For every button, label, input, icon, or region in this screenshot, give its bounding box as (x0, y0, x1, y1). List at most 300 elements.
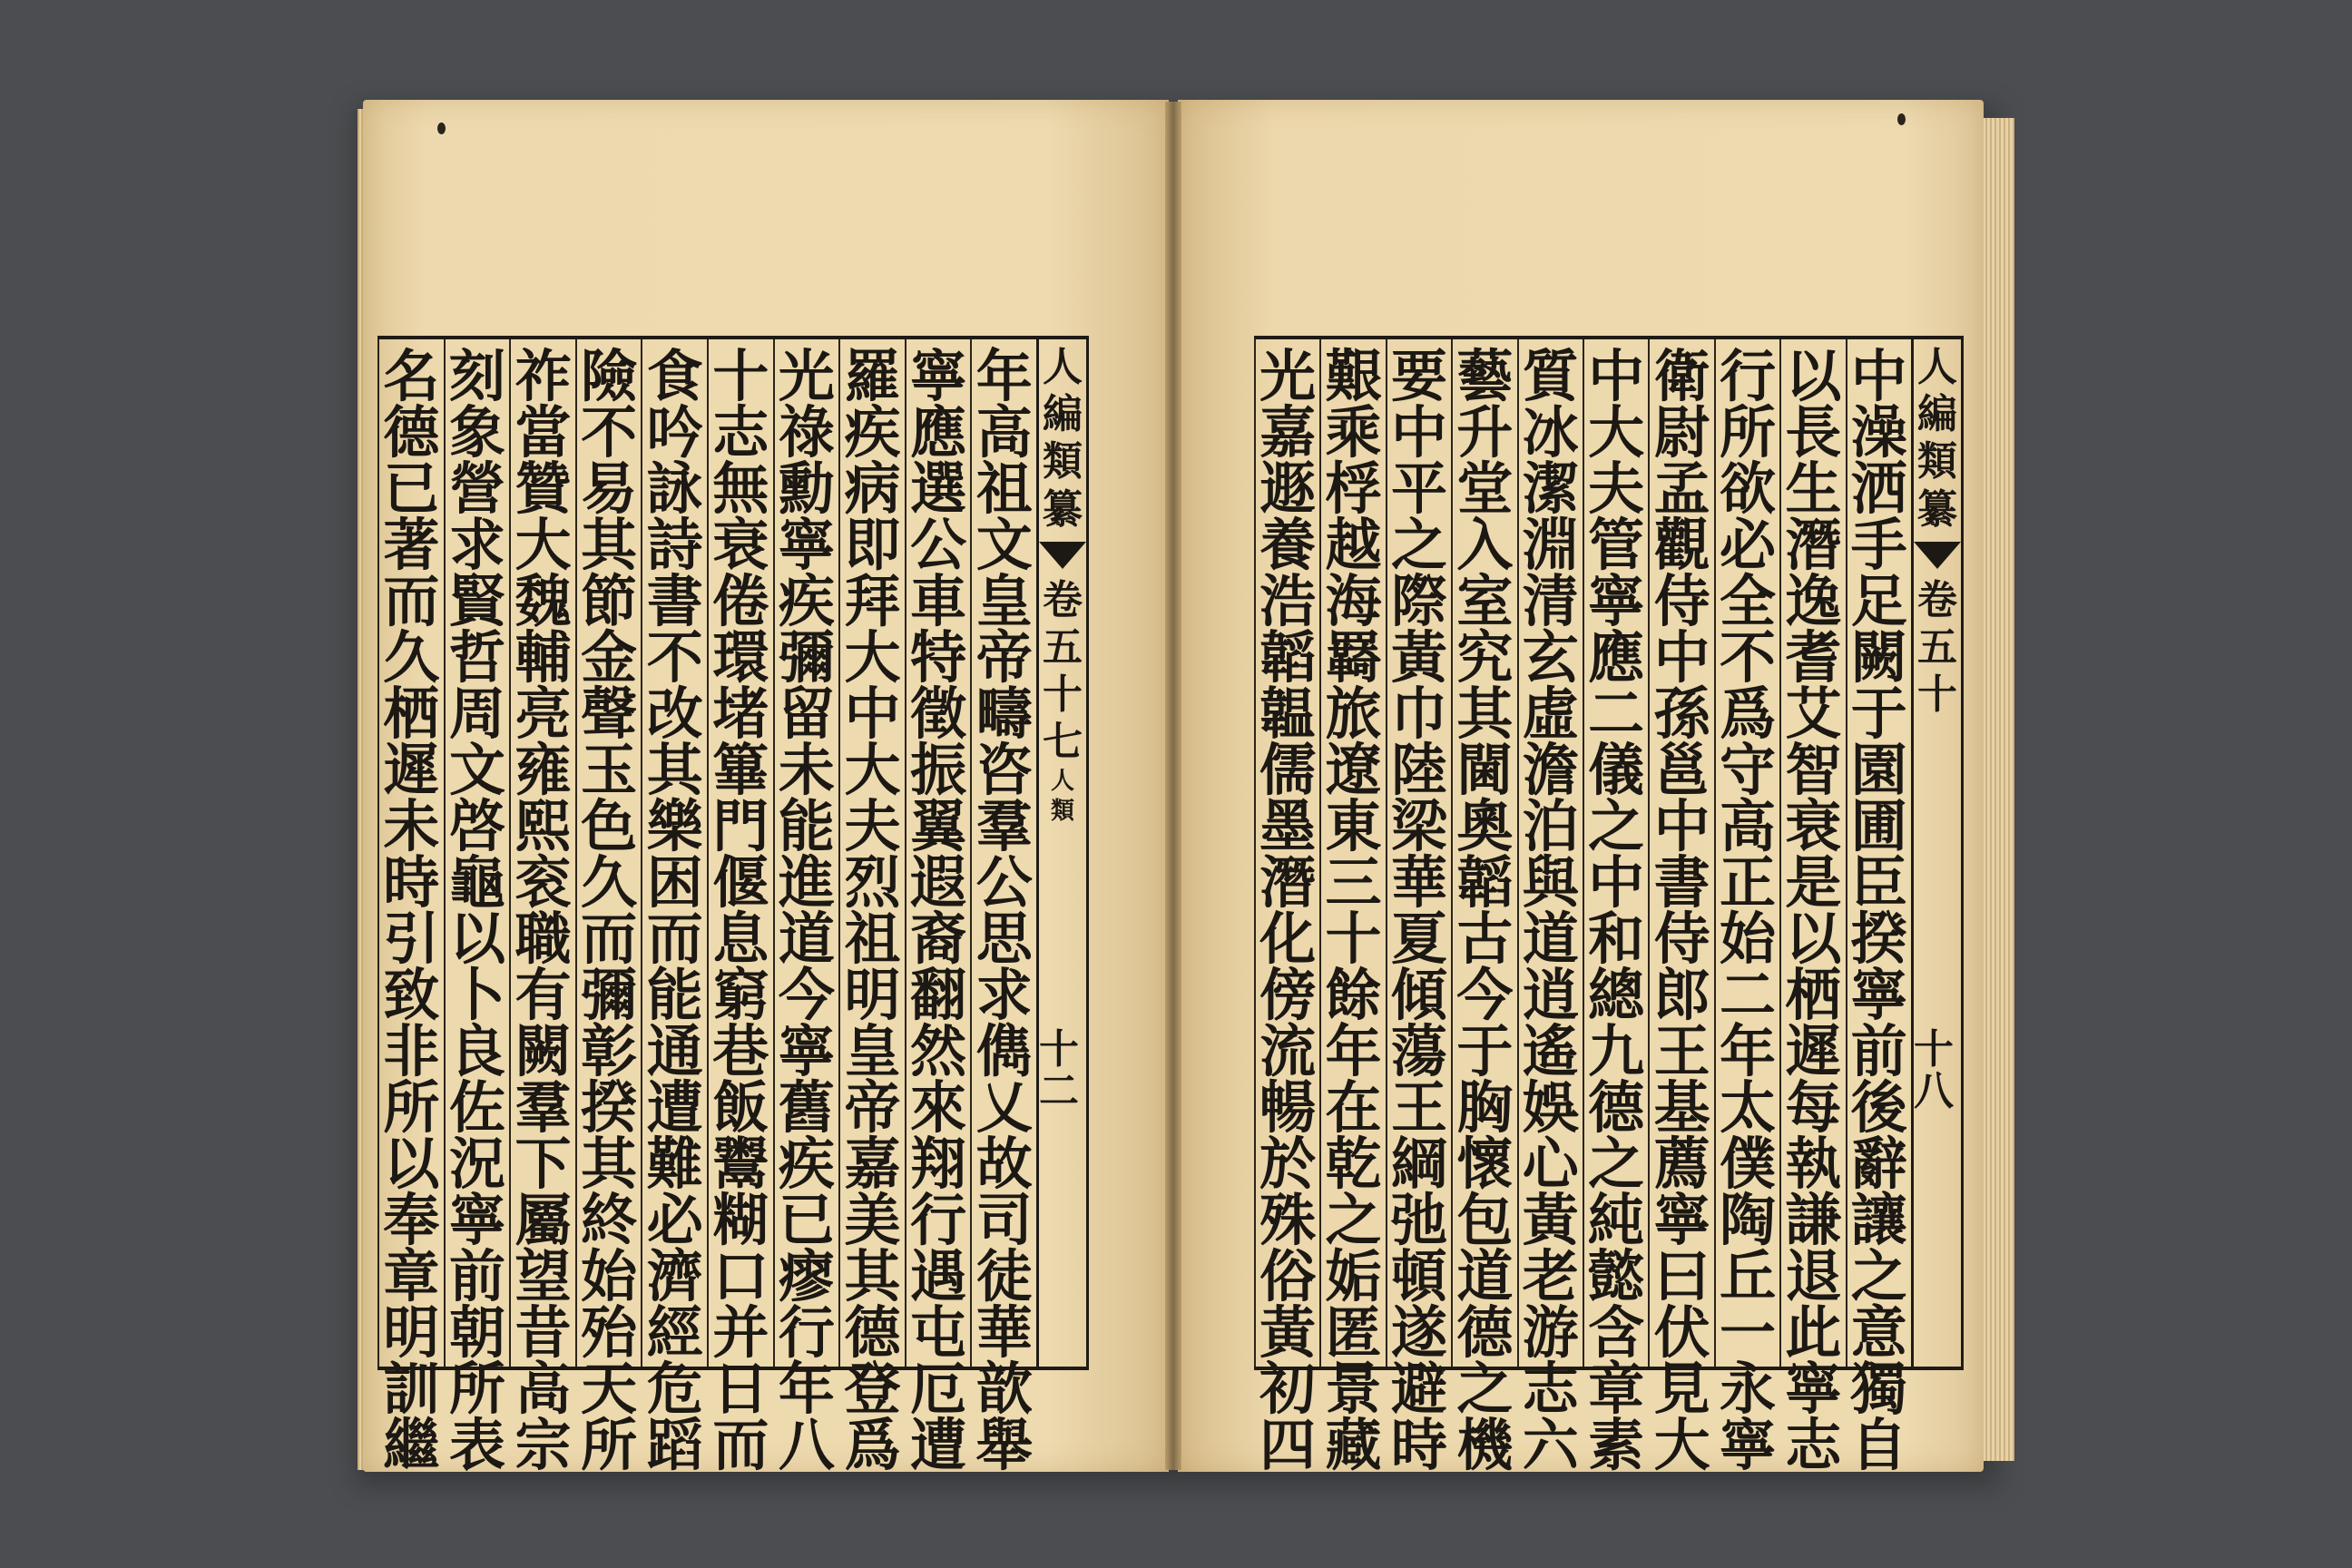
text-char: 之 (1850, 1243, 1907, 1309)
text-char: 終 (581, 1187, 638, 1253)
text-char: 明 (383, 1299, 440, 1366)
text-char: 今 (778, 962, 835, 1028)
text-char: 哲 (448, 624, 505, 691)
text-char: 登 (844, 1356, 901, 1422)
banner-column (1911, 339, 1964, 1367)
text-char: 闕 (1850, 624, 1907, 691)
text-char: 綱 (1390, 1131, 1447, 1197)
text-char: 司 (975, 1187, 1033, 1253)
text-char: 避 (1390, 1356, 1447, 1422)
text-char: 越 (1325, 512, 1382, 578)
text-char: 其 (844, 1243, 901, 1309)
text-char: 雍 (514, 737, 572, 803)
text-char: 中 (1390, 399, 1447, 466)
text-char: 暢 (1259, 1074, 1317, 1141)
text-char: 選 (910, 456, 967, 522)
text-column (444, 339, 510, 1478)
text-char: 寧 (1588, 568, 1645, 634)
text-char: 遭 (646, 1074, 703, 1141)
text-char: 書 (646, 568, 703, 634)
book-gutter (1165, 102, 1181, 1470)
text-char: 行 (910, 1187, 967, 1253)
text-char: 閫 (1456, 737, 1514, 803)
text-char: 獨 (1850, 1356, 1907, 1422)
text-char: 陸 (1390, 737, 1447, 803)
text-char: 久 (581, 849, 638, 916)
text-char: 栖 (1785, 962, 1842, 1028)
text-char: 遙 (1522, 1018, 1579, 1084)
text-char: 王 (1653, 1018, 1710, 1084)
text-char: 華 (1390, 849, 1447, 916)
text-char: 賢 (448, 568, 505, 634)
text-char: 祖 (844, 906, 901, 972)
text-char: 寧 (778, 512, 835, 578)
text-char: 章 (1588, 1356, 1645, 1422)
text-char: 寧 (1653, 1187, 1710, 1253)
text-char: 十 (712, 343, 769, 409)
text-char: 一 (1719, 1299, 1776, 1366)
text-char: 勳 (778, 456, 835, 522)
text-char: 章 (383, 1243, 440, 1309)
text-char: 侍 (1653, 906, 1710, 972)
text-char: 娛 (1522, 1074, 1579, 1141)
text-char: 險 (581, 343, 638, 409)
text-char: 應 (910, 399, 967, 466)
text-char: 有 (514, 962, 572, 1028)
text-char: 後 (1850, 1074, 1907, 1141)
binding-hole (1897, 113, 1906, 125)
text-char: 之 (1390, 512, 1447, 578)
banner-volume-char: 十 (1917, 671, 1957, 719)
text-char: 衮 (514, 849, 572, 916)
text-char: 究 (1456, 624, 1514, 691)
text-char: 今 (1456, 962, 1514, 1028)
text-char: 引 (383, 906, 440, 972)
text-char: 四 (1259, 1412, 1317, 1478)
text-char: 足 (1850, 568, 1907, 634)
text-char: 王 (1390, 1074, 1447, 1141)
text-char: 繼 (383, 1412, 440, 1478)
text-char: 翼 (910, 793, 967, 859)
text-char: 車 (910, 568, 967, 634)
text-char: 尉 (1653, 399, 1710, 466)
binding-hole (437, 122, 446, 134)
text-column (838, 339, 905, 1478)
text-char: 長 (1785, 399, 1842, 466)
text-char: 三 (1325, 849, 1382, 916)
text-char: 瘳 (778, 1243, 835, 1309)
text-char: 彌 (778, 624, 835, 691)
text-char: 文 (448, 737, 505, 803)
text-column (1846, 339, 1911, 1478)
text-char: 景 (1325, 1356, 1382, 1422)
text-char: 日 (712, 1356, 769, 1422)
banner-volume-char: 卷 (1043, 576, 1083, 623)
text-char: 寧 (910, 343, 967, 409)
right-page-edges (1978, 118, 2014, 1461)
text-char: 羅 (844, 343, 901, 409)
text-char: 韜 (1259, 624, 1317, 691)
text-char: 於 (1259, 1131, 1317, 1197)
text-char: 不 (581, 399, 638, 466)
text-char: 故 (975, 1131, 1033, 1197)
text-char: 之 (1588, 793, 1645, 859)
text-char: 傾 (1390, 962, 1447, 1028)
banner-title-char: 纂 (1917, 485, 1957, 533)
text-char: 聲 (581, 681, 638, 747)
text-char: 僕 (1719, 1131, 1776, 1197)
text-char: 梁 (1390, 793, 1447, 859)
text-char: 頓 (1390, 1243, 1447, 1309)
text-char: 并 (712, 1299, 769, 1366)
text-char: 門 (712, 793, 769, 859)
text-column (1386, 339, 1451, 1478)
text-char: 每 (1785, 1074, 1842, 1141)
banner-title-char: 人 (1917, 344, 1957, 390)
text-char: 欲 (1719, 456, 1776, 522)
text-char: 老 (1522, 1243, 1579, 1309)
text-char: 宗 (514, 1412, 572, 1478)
text-char: 黃 (1259, 1299, 1317, 1366)
text-char: 姤 (1325, 1243, 1382, 1309)
text-char: 無 (712, 456, 769, 522)
text-char: 而 (383, 568, 440, 634)
text-char: 與 (1522, 849, 1579, 916)
text-char: 困 (646, 849, 703, 916)
text-char: 德 (844, 1299, 901, 1366)
text-char: 以 (383, 1131, 440, 1197)
text-char: 年 (1719, 1018, 1776, 1084)
text-char: 年 (975, 343, 1033, 409)
text-char: 口 (712, 1243, 769, 1309)
text-char: 訓 (383, 1356, 440, 1422)
text-char: 藏 (1325, 1412, 1382, 1478)
text-char: 息 (712, 906, 769, 972)
text-char: 二 (1719, 962, 1776, 1028)
text-char: 闕 (514, 1018, 572, 1084)
text-char: 伏 (1653, 1299, 1710, 1366)
text-char: 屯 (910, 1299, 967, 1366)
text-char: 乾 (1325, 1131, 1382, 1197)
text-char: 光 (1259, 343, 1317, 409)
text-column (1517, 339, 1583, 1478)
text-char: 德 (383, 399, 440, 466)
text-char: 要 (1390, 343, 1447, 409)
text-char: 逸 (1785, 568, 1842, 634)
text-char: 致 (383, 962, 440, 1028)
text-char: 羇 (1325, 624, 1382, 691)
text-char: 管 (1588, 512, 1645, 578)
text-char: 遂 (1390, 1299, 1447, 1366)
text-char: 爲 (1719, 681, 1776, 747)
text-char: 游 (1522, 1299, 1579, 1366)
text-char: 臣 (1850, 849, 1907, 916)
text-char: 潛 (1785, 512, 1842, 578)
text-char: 韞 (1259, 681, 1317, 747)
text-char: 嘉 (844, 1131, 901, 1197)
text-char: 名 (383, 343, 440, 409)
banner-volume-char: 五 (1043, 623, 1083, 671)
text-column (773, 339, 839, 1478)
text-char: 衰 (1785, 793, 1842, 859)
left-text-block (377, 336, 1089, 1478)
text-char: 帝 (844, 1074, 901, 1141)
text-char: 于 (1456, 1018, 1514, 1084)
text-char: 執 (1785, 1131, 1842, 1197)
text-char: 中 (1653, 624, 1710, 691)
text-char: 亮 (514, 681, 572, 747)
text-char: 冰 (1522, 399, 1579, 466)
text-char: 寧 (1785, 1356, 1842, 1422)
text-char: 八 (778, 1412, 835, 1478)
text-char: 表 (448, 1412, 505, 1478)
text-char: 道 (1456, 1243, 1514, 1309)
text-char: 求 (448, 512, 505, 578)
fish-tail-mark (1914, 542, 1961, 569)
text-char: 儁 (975, 1018, 1033, 1084)
text-char: 以 (448, 906, 505, 972)
text-char: 高 (975, 399, 1033, 466)
text-char: 道 (778, 906, 835, 972)
text-char: 而 (646, 906, 703, 972)
text-char: 書 (1653, 849, 1710, 916)
text-char: 刻 (448, 343, 505, 409)
text-char: 遯 (1259, 456, 1317, 522)
text-char: 匿 (1325, 1299, 1382, 1366)
text-char: 公 (975, 849, 1033, 916)
text-char: 危 (646, 1356, 703, 1422)
text-char: 之 (1588, 1131, 1645, 1197)
text-char: 古 (1456, 906, 1514, 972)
text-char: 中 (844, 681, 901, 747)
text-char: 懿 (1588, 1243, 1645, 1309)
banner-title-char: 類 (1917, 438, 1957, 485)
text-char: 偃 (712, 849, 769, 916)
text-char: 經 (646, 1299, 703, 1366)
text-char: 際 (1390, 568, 1447, 634)
text-char: 東 (1325, 793, 1382, 859)
text-char: 和 (1588, 906, 1645, 972)
text-char: 前 (448, 1243, 505, 1309)
banner-column (1036, 339, 1089, 1367)
text-char: 羣 (975, 793, 1033, 859)
text-char: 潛 (1259, 849, 1317, 916)
text-char: 天 (581, 1356, 638, 1422)
text-char: 以 (1785, 343, 1842, 409)
text-char: 翻 (910, 962, 967, 1028)
text-char: 所 (581, 1412, 638, 1478)
banner-title-char: 編 (1043, 391, 1083, 438)
text-char: 已 (778, 1187, 835, 1253)
fish-tail-mark (1039, 542, 1086, 569)
text-char: 思 (975, 906, 1033, 972)
text-char: 未 (778, 737, 835, 803)
text-char: 時 (1390, 1412, 1447, 1478)
text-column (1319, 339, 1385, 1478)
text-char: 時 (383, 849, 440, 916)
text-char: 乘 (1325, 399, 1382, 466)
text-char: 環 (712, 624, 769, 691)
text-char: 海 (1325, 568, 1382, 634)
text-char: 糊 (712, 1187, 769, 1253)
text-char: 卜 (448, 962, 505, 1028)
text-column (641, 339, 707, 1478)
text-char: 之 (1456, 1356, 1514, 1422)
text-char: 明 (844, 962, 901, 1028)
text-char: 志 (1785, 1412, 1842, 1478)
text-char: 濟 (646, 1243, 703, 1309)
text-char: 行 (1719, 343, 1776, 409)
right-text-columns (1254, 339, 1964, 1478)
text-char: 潔 (1522, 456, 1579, 522)
text-char: 是 (1785, 849, 1842, 916)
text-char: 基 (1653, 1074, 1710, 1141)
text-char: 孟 (1653, 456, 1710, 522)
text-char: 素 (1588, 1412, 1645, 1478)
text-char: 疾 (844, 399, 901, 466)
text-char: 全 (1719, 568, 1776, 634)
text-char: 謙 (1785, 1187, 1842, 1253)
folio-number: 十八 (1914, 1025, 1954, 1114)
text-char: 大 (514, 512, 572, 578)
text-char: 太 (1719, 1074, 1776, 1141)
right-text-block (1254, 336, 1964, 1478)
text-char: 營 (448, 456, 505, 522)
text-char: 當 (514, 399, 572, 466)
text-char: 其 (1456, 681, 1514, 747)
text-column (905, 339, 971, 1478)
text-char: 疾 (778, 1131, 835, 1197)
banner-section-char: 類 (1050, 797, 1074, 825)
text-char: 窮 (712, 962, 769, 1028)
text-char: 奧 (1456, 793, 1514, 859)
text-char: 公 (910, 512, 967, 578)
text-char: 巾 (1390, 681, 1447, 747)
text-char: 旅 (1325, 681, 1382, 747)
text-char: 輔 (514, 624, 572, 691)
text-char: 曰 (1653, 1243, 1710, 1309)
banner-section-char: 人 (1050, 767, 1074, 795)
text-char: 然 (910, 1018, 967, 1084)
text-column (1451, 339, 1516, 1478)
text-column (509, 339, 575, 1478)
text-char: 寧 (448, 1187, 505, 1253)
text-char: 光 (778, 343, 835, 409)
text-char: 況 (448, 1131, 505, 1197)
text-char: 而 (581, 906, 638, 972)
text-char: 寧 (1719, 1412, 1776, 1478)
text-char: 美 (844, 1187, 901, 1253)
text-char: 室 (1456, 568, 1514, 634)
text-char: 遲 (383, 737, 440, 803)
text-char: 朝 (448, 1299, 505, 1366)
text-char: 必 (646, 1187, 703, 1253)
text-char: 大 (1588, 399, 1645, 466)
text-char: 著 (383, 512, 440, 578)
text-char: 易 (581, 456, 638, 522)
text-char: 始 (581, 1243, 638, 1309)
text-char: 文 (975, 512, 1033, 578)
text-char: 黃 (1522, 1187, 1579, 1253)
text-char: 厄 (910, 1356, 967, 1422)
text-char: 退 (1785, 1243, 1842, 1309)
text-char: 遐 (910, 849, 967, 916)
text-char: 高 (514, 1356, 572, 1422)
text-char: 金 (581, 624, 638, 691)
text-char: 奉 (383, 1187, 440, 1253)
text-char: 陶 (1719, 1187, 1776, 1253)
text-char: 餘 (1325, 962, 1382, 1028)
text-char: 中 (1588, 343, 1645, 409)
text-char: 翔 (910, 1131, 967, 1197)
text-column (970, 339, 1036, 1478)
text-char: 歆 (975, 1356, 1033, 1422)
text-char: 二 (1588, 681, 1645, 747)
text-char: 必 (1719, 512, 1776, 578)
text-char: 所 (383, 1074, 440, 1141)
text-char: 智 (1785, 737, 1842, 803)
text-char: 辭 (1850, 1131, 1907, 1197)
text-char: 升 (1456, 399, 1514, 466)
text-char: 職 (514, 906, 572, 972)
text-char: 入 (1456, 512, 1514, 578)
text-char: 十 (1325, 906, 1382, 972)
text-char: 清 (1522, 568, 1579, 634)
text-char: 疾 (778, 568, 835, 634)
text-char: 篳 (712, 737, 769, 803)
text-char: 之 (1325, 1187, 1382, 1253)
text-char: 行 (778, 1299, 835, 1366)
text-char: 龜 (448, 849, 505, 916)
text-char: 黃 (1390, 624, 1447, 691)
text-char: 鬻 (712, 1131, 769, 1197)
text-char: 夫 (844, 793, 901, 859)
text-char: 艾 (1785, 681, 1842, 747)
text-char: 平 (1390, 456, 1447, 522)
text-column (1714, 339, 1779, 1478)
text-char: 帝 (975, 624, 1033, 691)
text-char: 浩 (1259, 568, 1317, 634)
text-char: 以 (1785, 906, 1842, 972)
banner-title-char: 編 (1917, 391, 1957, 438)
text-char: 揆 (581, 1074, 638, 1141)
text-char: 所 (448, 1356, 505, 1422)
text-char: 非 (383, 1018, 440, 1084)
text-char: 祖 (975, 456, 1033, 522)
text-char: 贊 (514, 456, 572, 522)
text-char: 六 (1522, 1412, 1579, 1478)
banner-title-char: 人 (1043, 344, 1083, 390)
text-char: 屬 (514, 1187, 572, 1253)
text-char: 色 (581, 793, 638, 859)
text-char: 韜 (1456, 849, 1514, 916)
text-char: 志 (1522, 1356, 1579, 1422)
text-char: 中 (1850, 343, 1907, 409)
text-char: 象 (448, 399, 505, 466)
text-column (1583, 339, 1648, 1478)
text-char: 倦 (712, 568, 769, 634)
text-char: 寧 (1850, 962, 1907, 1028)
text-char: 求 (975, 962, 1033, 1028)
text-char: 薦 (1653, 1131, 1710, 1197)
text-char: 讓 (1850, 1187, 1907, 1253)
text-char: 泊 (1522, 793, 1579, 859)
text-char: 年 (778, 1356, 835, 1422)
text-char: 手 (1850, 512, 1907, 578)
text-char: 揆 (1850, 906, 1907, 972)
text-char: 玄 (1522, 624, 1579, 691)
text-char: 玉 (581, 737, 638, 803)
